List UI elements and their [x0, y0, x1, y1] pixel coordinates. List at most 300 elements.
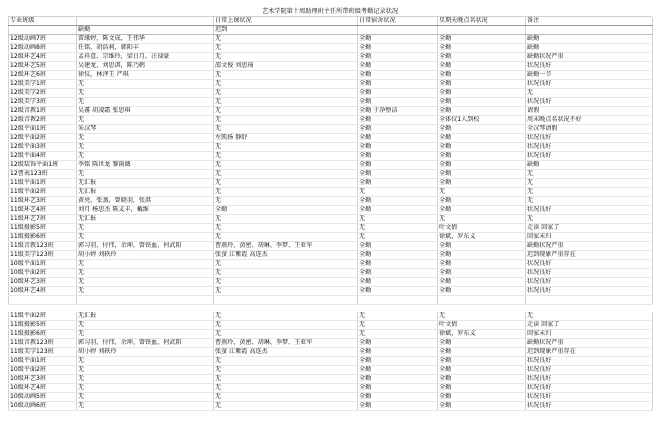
- remark-cell: 状况良好: [526, 402, 653, 411]
- absent-cell: 无: [77, 152, 214, 161]
- dorm-cell: 全勤: [358, 179, 438, 188]
- absent-cell: 无汇报: [77, 188, 214, 197]
- rollcall-cell: [438, 305, 526, 313]
- table-row: [9, 134, 653, 143]
- late-cell: 无: [214, 107, 358, 116]
- rollcall-cell: 全勤: [438, 278, 526, 287]
- remark-cell: 状况良好: [526, 366, 653, 375]
- remark-cell: 无: [526, 188, 653, 197]
- table-row: [9, 384, 653, 393]
- late-cell: 无: [214, 402, 358, 411]
- remark-cell: 请假: [526, 107, 653, 116]
- absent-cell: 无: [77, 170, 214, 179]
- rollcall-cell: 无: [438, 215, 526, 224]
- late-cell: 无: [214, 125, 358, 134]
- class-cell: 12级平面1班: [9, 125, 77, 134]
- remark-cell: 无: [526, 312, 653, 321]
- absent-cell: [77, 17, 214, 26]
- remark-cell: 状况良好: [526, 98, 653, 107]
- late-cell: 无: [214, 224, 358, 233]
- dorm-cell: 全勤: [358, 80, 438, 89]
- absent-cell: 无: [77, 393, 214, 402]
- table-row: [9, 330, 653, 339]
- rollcall-cell: 全勤: [438, 170, 526, 179]
- class-cell: 11级摄影6班: [9, 233, 77, 242]
- class-cell: 12级美学2班: [9, 89, 77, 98]
- late-cell: 张萤 江紫霞 高连杰: [214, 348, 358, 357]
- late-cell: 无: [214, 393, 358, 402]
- table-row: [9, 242, 653, 251]
- absent-cell: 无: [77, 224, 214, 233]
- absent-cell: 无: [77, 287, 214, 296]
- remark-cell: 状况良好: [526, 206, 653, 215]
- class-cell: [9, 296, 77, 305]
- class-cell: 11级平面2班: [9, 188, 77, 197]
- dorm-cell: 全勤: [358, 251, 438, 260]
- absent-cell: 无: [77, 402, 214, 411]
- dorm-cell: [358, 26, 438, 35]
- rollcall-cell: 全勤: [438, 206, 526, 215]
- remark-cell: 缺勤一节: [526, 71, 653, 80]
- absent-cell: [77, 296, 214, 305]
- rollcall-cell: 全勤: [438, 366, 526, 375]
- absent-cell: 无: [77, 260, 214, 269]
- rollcall-cell: [438, 26, 526, 35]
- rollcall-cell: 全勤: [438, 287, 526, 296]
- late-cell: 无: [214, 366, 358, 375]
- class-cell: 11级美学123班: [9, 251, 77, 260]
- dorm-cell: 全勤: [358, 125, 438, 134]
- absent-cell: 无: [77, 366, 214, 375]
- table-row: [9, 71, 653, 80]
- table-row: [9, 312, 653, 321]
- remark-cell: 回家未归: [526, 233, 653, 242]
- rollcall-cell: 全勤: [438, 161, 526, 170]
- rollcall-cell: 全勤: [438, 44, 526, 53]
- absent-cell: 胡小婷 刘轶玲: [77, 251, 214, 260]
- absent-cell: 郭习羽，付伟，余坤，曾铁血，何武阳: [77, 242, 214, 251]
- class-cell: 12级装饰平面1班: [9, 161, 77, 170]
- table-row: [9, 80, 653, 89]
- remark-cell: 状况良好: [526, 278, 653, 287]
- rollcall-cell: 全勤: [438, 348, 526, 357]
- late-cell: 无: [214, 143, 358, 152]
- dorm-cell: 无: [358, 188, 438, 197]
- late-cell: 迟到: [214, 26, 358, 35]
- table-row: [9, 339, 653, 348]
- remark-cell: 无: [526, 179, 653, 188]
- class-cell: 12级环艺6班: [9, 71, 77, 80]
- table-row: [9, 188, 653, 197]
- class-cell: 11级美学123班: [9, 348, 77, 357]
- class-cell: 12级环艺5班: [9, 62, 77, 71]
- rollcall-cell: 全勤: [438, 251, 526, 260]
- dorm-cell: 全勤: [358, 357, 438, 366]
- late-cell: 无: [214, 278, 358, 287]
- dorm-cell: 全勤: [358, 116, 438, 125]
- dorm-cell: 全勤: [358, 287, 438, 296]
- absent-cell: 无: [77, 375, 214, 384]
- rollcall-cell: 全勤: [438, 98, 526, 107]
- table-row: [9, 35, 653, 44]
- absent-cell: 无汇报: [77, 312, 214, 321]
- rollcall-cell: 徐斌，罗东义: [438, 330, 526, 339]
- absent-cell: 无: [77, 80, 214, 89]
- attendance-table: [8, 17, 653, 411]
- table-row: [9, 107, 653, 116]
- rollcall-cell: 全勤: [438, 80, 526, 89]
- dorm-cell: [358, 305, 438, 313]
- rollcall-cell: 徐斌，罗东义: [438, 233, 526, 242]
- dorm-cell: 全勤: [358, 152, 438, 161]
- class-cell: 10级环艺4班: [9, 287, 77, 296]
- late-cell: 无: [214, 269, 358, 278]
- dorm-cell: 全勤: [358, 143, 438, 152]
- dorm-cell: 全勤: [358, 260, 438, 269]
- late-cell: 无: [214, 375, 358, 384]
- remark-cell: 备注: [526, 17, 653, 26]
- rollcall-cell: 全勤: [438, 393, 526, 402]
- late-cell: 左凯扬 静舒: [214, 134, 358, 143]
- absent-cell: 缺勤: [77, 26, 214, 35]
- remark-cell: 状况良好: [526, 62, 653, 71]
- table-row: [9, 357, 653, 366]
- class-cell: 11级平面2班: [9, 312, 77, 321]
- dorm-cell: 全勤: [358, 44, 438, 53]
- table-row: [9, 170, 653, 179]
- absent-cell: 无: [77, 321, 214, 330]
- class-cell: 10级平面1班: [9, 260, 77, 269]
- absent-cell: 无: [77, 116, 214, 125]
- dorm-cell: 全勤: [358, 71, 438, 80]
- table-row: [9, 321, 653, 330]
- class-cell: 10级平面2班: [9, 269, 77, 278]
- late-cell: 无: [214, 116, 358, 125]
- class-cell: 11级音教123班: [9, 242, 77, 251]
- absent-cell: 无: [77, 357, 214, 366]
- class-cell: 10级动画6班: [9, 402, 77, 411]
- late-cell: 无: [214, 35, 358, 44]
- absent-cell: 无汇报: [77, 215, 214, 224]
- table-row: [9, 143, 653, 152]
- table-row: [9, 98, 653, 107]
- remark-cell: 回家未归: [526, 330, 653, 339]
- dorm-cell: 无: [358, 321, 438, 330]
- remark-cell: 缺勤: [526, 161, 653, 170]
- dorm-cell: 无: [358, 215, 438, 224]
- class-cell: 11级摄影5班: [9, 224, 77, 233]
- class-cell: 12曹表123班: [9, 170, 77, 179]
- class-cell: 12级音教1班: [9, 107, 77, 116]
- dorm-cell: 全勤: [358, 339, 438, 348]
- dorm-cell: 日常宿舍状况: [358, 17, 438, 26]
- remark-cell: 状况良好: [526, 80, 653, 89]
- rollcall-cell: [438, 296, 526, 305]
- rollcall-cell: 全勤: [438, 269, 526, 278]
- remark-cell: 状况良好: [526, 393, 653, 402]
- dorm-cell: 全勤: [358, 393, 438, 402]
- rollcall-cell: 叶文倩: [438, 321, 526, 330]
- late-cell: 曹燕玲、黄密、胡琳、李梦、王亚军: [214, 242, 358, 251]
- late-cell: 无: [214, 384, 358, 393]
- rollcall-cell: 全勤: [438, 134, 526, 143]
- remark-cell: [526, 305, 653, 313]
- class-cell: 12级环艺4班: [9, 53, 77, 62]
- dorm-cell: 全勤: [358, 134, 438, 143]
- table-row: [9, 348, 653, 357]
- absent-cell: 无: [77, 330, 214, 339]
- rollcall-cell: 全勤: [438, 152, 526, 161]
- remark-cell: 状况良好: [526, 287, 653, 296]
- late-cell: 无: [214, 152, 358, 161]
- absent-cell: 无: [77, 278, 214, 287]
- rollcall-cell: 叶文倩: [438, 224, 526, 233]
- table-row: [9, 161, 653, 170]
- dorm-cell: 全勤: [358, 348, 438, 357]
- late-cell: 无: [214, 330, 358, 339]
- remark-cell: 无: [526, 89, 653, 98]
- rollcall-cell: 全勤: [438, 35, 526, 44]
- rollcall-cell: 无: [438, 312, 526, 321]
- remark-cell: 状况良好: [526, 152, 653, 161]
- table-row: [9, 197, 653, 206]
- remark-cell: 状况良好: [526, 134, 653, 143]
- late-cell: 无: [214, 71, 358, 80]
- table-row: [9, 89, 653, 98]
- rollcall-cell: 全勤: [438, 107, 526, 116]
- rollcall-cell: 全体仅1人到校: [438, 116, 526, 125]
- class-cell: 12级动画8班: [9, 44, 77, 53]
- dorm-cell: 全勤: [358, 35, 438, 44]
- late-cell: 全勤: [214, 206, 358, 215]
- rollcall-cell: 全勤: [438, 384, 526, 393]
- class-cell: 11级摄影6班: [9, 330, 77, 339]
- remark-cell: 走读 回家了: [526, 224, 653, 233]
- class-cell: 12级美学1班: [9, 80, 77, 89]
- dorm-cell: 无: [358, 330, 438, 339]
- dorm-cell: 全勤: [358, 384, 438, 393]
- class-cell: 10级动画5班: [9, 393, 77, 402]
- class-cell: 12级动画7班: [9, 35, 77, 44]
- late-cell: 邵文俊 刘思琦: [214, 62, 358, 71]
- late-cell: 无: [214, 188, 358, 197]
- absent-cell: 无: [77, 233, 214, 242]
- rollcall-cell: 无: [438, 188, 526, 197]
- remark-cell: 无: [526, 170, 653, 179]
- rollcall-cell: 全勤: [438, 375, 526, 384]
- absent-cell: 朱汉琴: [77, 125, 214, 134]
- dorm-cell: 全勤: [358, 89, 438, 98]
- class-cell: 11级平面1班: [9, 179, 77, 188]
- class-cell: 10级平面2班: [9, 366, 77, 375]
- dorm-cell: 无: [358, 312, 438, 321]
- class-cell: 10级环艺3班: [9, 278, 77, 287]
- late-cell: 无: [214, 98, 358, 107]
- table-row: [9, 44, 653, 53]
- absent-cell: 李铭 陈世龙 黎雨薇: [77, 161, 214, 170]
- table-row: [9, 224, 653, 233]
- dorm-cell: [358, 296, 438, 305]
- table-row: [9, 269, 653, 278]
- table-row: [9, 179, 653, 188]
- rollcall-cell: 全勤: [438, 143, 526, 152]
- late-cell: 无: [214, 233, 358, 242]
- late-cell: 无: [214, 161, 358, 170]
- late-cell: 无: [214, 312, 358, 321]
- table-row: [9, 393, 653, 402]
- absent-cell: 无: [77, 384, 214, 393]
- rollcall-cell: 全勤: [438, 402, 526, 411]
- dorm-cell: 全勤: [358, 206, 438, 215]
- header-row: [9, 17, 653, 26]
- late-cell: 无: [214, 80, 358, 89]
- dorm-cell: 全勤: [358, 402, 438, 411]
- table-row: [9, 366, 653, 375]
- remark-cell: 状况良好: [526, 143, 653, 152]
- dorm-cell: 全勤: [358, 366, 438, 375]
- late-cell: 无: [214, 357, 358, 366]
- class-cell: 12级音教2班: [9, 116, 77, 125]
- class-cell: 10级平面1班: [9, 357, 77, 366]
- sheet-title: 艺术学院第十周助理班主任所带班级考勤记录状况: [8, 8, 652, 17]
- class-cell: [9, 26, 77, 35]
- dorm-cell: 全勤: [358, 98, 438, 107]
- absent-cell: 吴蕃 胡凌霜 张思琪: [77, 107, 214, 116]
- absent-cell: 孟祥意，宗维玲，梁日月，汪禄豪: [77, 53, 214, 62]
- class-cell: 11级摄影5班: [9, 321, 77, 330]
- dorm-cell: 全勤: [358, 197, 438, 206]
- blank-row: [9, 296, 653, 305]
- class-cell: 12级平面3班: [9, 143, 77, 152]
- dorm-cell: 全勤 于净整洁: [358, 107, 438, 116]
- table-row: [9, 233, 653, 242]
- table-row: [9, 206, 653, 215]
- late-cell: 无: [214, 321, 358, 330]
- remark-cell: 缺勤状况严重: [526, 339, 653, 348]
- remark-cell: 无: [526, 215, 653, 224]
- table-row: [9, 251, 653, 260]
- late-cell: [214, 305, 358, 313]
- late-cell: 无: [214, 197, 358, 206]
- class-cell: 11级环艺4班: [9, 206, 77, 215]
- table-row: [9, 402, 653, 411]
- dorm-cell: 全勤: [358, 53, 438, 62]
- absent-cell: 黄亮，张蒸，曾晓羽，张淇: [77, 197, 214, 206]
- class-cell: 10级环艺4班: [9, 384, 77, 393]
- class-cell: 10级环艺3班: [9, 375, 77, 384]
- rollcall-cell: 全勤: [438, 53, 526, 62]
- table-row: [9, 62, 653, 71]
- late-cell: 无: [214, 170, 358, 179]
- late-cell: 无: [214, 44, 358, 53]
- remark-cell: 迟到现象严重存在: [526, 348, 653, 357]
- late-cell: 无: [214, 260, 358, 269]
- table-row: [9, 152, 653, 161]
- subheader-row: [9, 26, 653, 35]
- class-cell: 12级平面2班: [9, 134, 77, 143]
- rollcall-cell: 全勤: [438, 62, 526, 71]
- class-cell: 11级环艺7班: [9, 215, 77, 224]
- remark-cell: 状况良好: [526, 269, 653, 278]
- absent-cell: 无: [77, 269, 214, 278]
- late-cell: 无: [214, 53, 358, 62]
- absent-cell: 吴建龙，刘思淇，陈乃鹤: [77, 62, 214, 71]
- remark-cell: 迟到现象严重存在: [526, 251, 653, 260]
- rollcall-cell: 全勤: [438, 71, 526, 80]
- class-cell: 11级音教123班: [9, 339, 77, 348]
- rollcall-cell: 全勤: [438, 357, 526, 366]
- class-cell: 11级环艺3班: [9, 197, 77, 206]
- late-cell: [214, 296, 358, 305]
- rollcall-cell: 全勤: [438, 339, 526, 348]
- rollcall-cell: 全勤: [438, 242, 526, 251]
- dorm-cell: 全勤: [358, 375, 438, 384]
- rollcall-cell: 星期天晚点名状况: [438, 17, 526, 26]
- absent-cell: 徐仪，林泽王 严琪: [77, 71, 214, 80]
- remark-cell: 无: [526, 197, 653, 206]
- dorm-cell: 全勤: [358, 242, 438, 251]
- absent-cell: 刘月 杨思杰 陈义丰，戴维: [77, 206, 214, 215]
- remark-cell: [526, 296, 653, 305]
- table-row: [9, 260, 653, 269]
- dorm-cell: 全勤: [358, 170, 438, 179]
- dorm-cell: 全勤: [358, 161, 438, 170]
- table-row: [9, 375, 653, 384]
- late-cell: 无: [214, 89, 358, 98]
- remark-cell: 缺勤状况严重: [526, 53, 653, 62]
- late-cell: 无: [214, 179, 358, 188]
- table-row: [9, 53, 653, 62]
- late-cell: 无: [214, 287, 358, 296]
- absent-cell: 无: [77, 143, 214, 152]
- absent-cell: [77, 305, 214, 313]
- rollcall-cell: 全勤: [438, 125, 526, 134]
- table-row: [9, 278, 653, 287]
- remark-cell: 状况良好: [526, 384, 653, 393]
- table-row: [9, 215, 653, 224]
- rollcall-cell: 全勤: [438, 197, 526, 206]
- absent-cell: 郭习羽，付伟，余坤，曾铁血，何武阳: [77, 339, 214, 348]
- remark-cell: 状况良好: [526, 260, 653, 269]
- attendance-sheet: [8, 8, 652, 411]
- remark-cell: 走读 回家了: [526, 321, 653, 330]
- absent-cell: 无: [77, 98, 214, 107]
- absent-cell: 无: [77, 134, 214, 143]
- dorm-cell: 无: [358, 224, 438, 233]
- remark-cell: 状况良好: [526, 357, 653, 366]
- late-cell: 曹燕玲、黄密、胡琳、李梦、王亚军: [214, 339, 358, 348]
- dorm-cell: 全勤: [358, 269, 438, 278]
- remark-cell: 状况良好: [526, 375, 653, 384]
- remark-cell: 周末晚点名状况不好: [526, 116, 653, 125]
- class-cell: 专业班级: [9, 17, 77, 26]
- remark-cell: 缺勤: [526, 44, 653, 53]
- absent-cell: 无汇报: [77, 179, 214, 188]
- class-cell: 12级美学3班: [9, 98, 77, 107]
- absent-cell: 无: [77, 89, 214, 98]
- class-cell: [9, 305, 77, 313]
- dorm-cell: 全勤: [358, 62, 438, 71]
- remark-cell: 缺勤状况严重: [526, 242, 653, 251]
- class-cell: 12级平面4班: [9, 152, 77, 161]
- absent-cell: 任铭，胡浩莉，韩阳丰: [77, 44, 214, 53]
- remark-cell: 全汉琴请假: [526, 125, 653, 134]
- spacer-row: [9, 305, 653, 313]
- remark-cell: 缺勤: [526, 35, 653, 44]
- dorm-cell: 无: [358, 233, 438, 242]
- rollcall-cell: 全勤: [438, 89, 526, 98]
- rollcall-cell: 全勤: [438, 179, 526, 188]
